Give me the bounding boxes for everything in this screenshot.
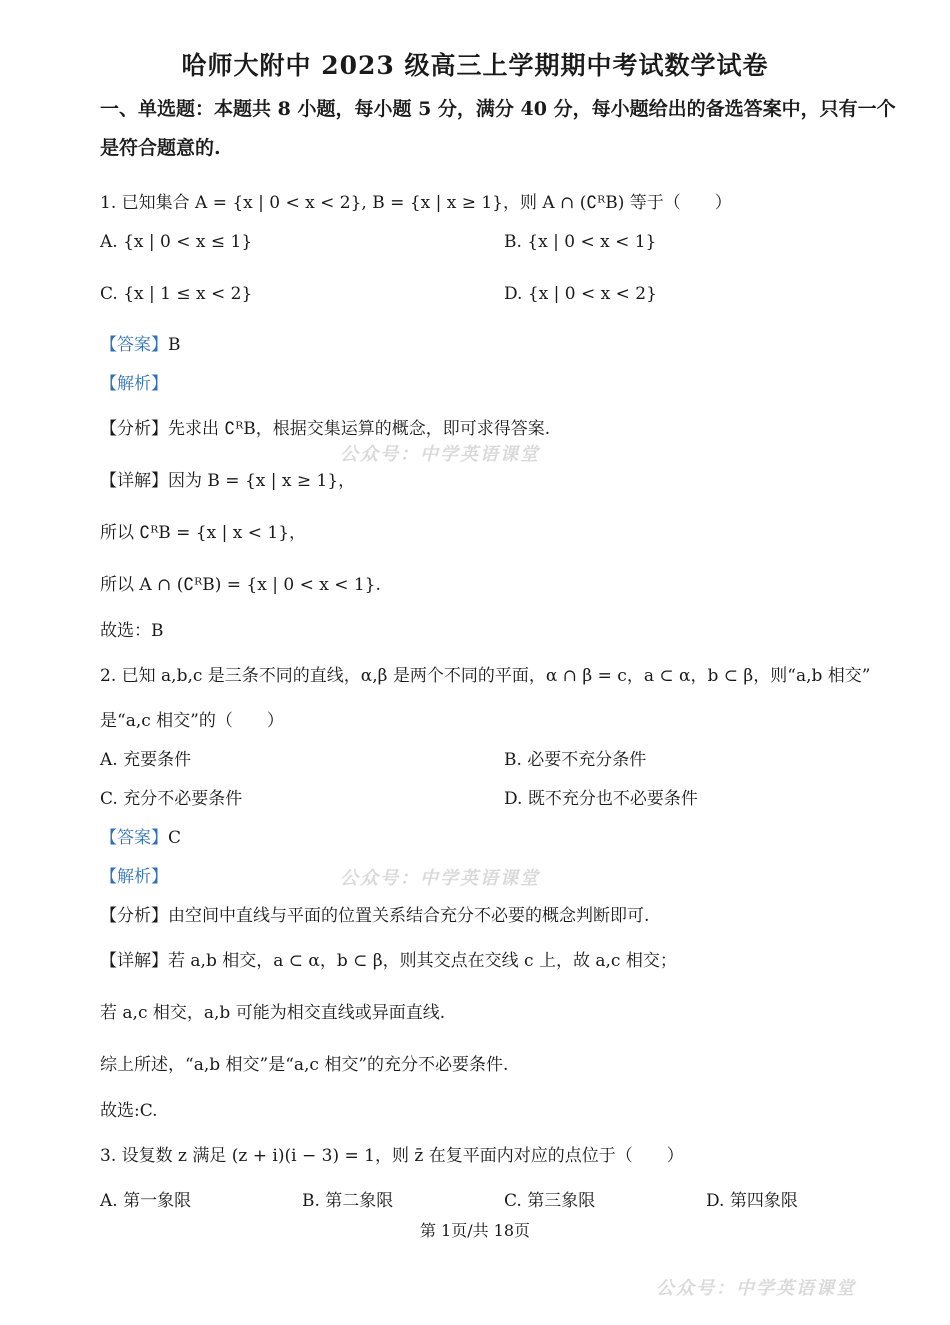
watermark: 公众号：中学英语课堂: [340, 444, 540, 465]
q1-step2: 所以 ∁ᴿB = {x | x < 1}，: [100, 523, 307, 543]
q1-answer-label: 【答案】: [100, 335, 168, 355]
q1-fenxi-label: 【分析】: [100, 419, 168, 439]
q3-option-d: D. 第四象限: [706, 1191, 798, 1211]
q1-xiangjie-label: 【详解】: [100, 471, 168, 491]
q1-xiangjie: 因为 B = {x | x ≥ 1}，: [168, 471, 356, 491]
q2-answer-label: 【答案】: [100, 828, 168, 848]
q1-choose: 故选：B: [100, 621, 164, 641]
q1-option-a: A. {x | 0 < x ≤ 1}: [100, 232, 253, 252]
q1-fenxi: 先求出 ∁ᴿB，根据交集运算的概念，即可求得答案.: [168, 419, 551, 439]
q2-step3: 综上所述，“a,b 相交”是“a,c 相交”的充分不必要条件.: [100, 1055, 509, 1075]
q1-option-d: D. {x | 0 < x < 2}: [504, 284, 657, 304]
q2-xiangjie-label: 【详解】: [100, 951, 168, 971]
q2-fenxi-row: [100, 901, 649, 926]
q1-fenxi-row: [100, 414, 550, 439]
q1-answer-row: [100, 330, 181, 355]
q3-option-b: B. 第二象限: [302, 1191, 394, 1211]
section-heading-line2: 是符合题意的.: [100, 137, 221, 159]
q2-answer-row: [100, 823, 181, 848]
page-footer: 第 1页/共 18页: [419, 1221, 531, 1240]
q1-stem: 1. 已知集合 A = {x | 0 < x < 2}, B = {x | x ≥ 1}，则 A ∩ (∁ᴿB) 等于（ ）: [100, 193, 732, 213]
watermark: 公众号：中学英语课堂: [656, 1278, 856, 1299]
q2-option-a: A. 充要条件: [100, 750, 192, 770]
q2-choose: 故选:C.: [100, 1101, 158, 1121]
q1-xiangjie-row: [100, 466, 355, 491]
q1-option-c: C. {x | 1 ≤ x < 2}: [100, 284, 253, 304]
section-heading-line1: 一、单选题：本题共 8 小题，每小题 5 分，满分 40 分，每小题给出的备选答案中，只有一个: [100, 98, 896, 120]
page-title: 哈师大附中 2023 级高三上学期期中考试数学试卷: [181, 51, 769, 80]
q2-option-b: B. 必要不充分条件: [504, 750, 647, 770]
q1-analysis-label: 【解析】: [100, 374, 168, 394]
q1-answer: B: [168, 335, 181, 355]
q3-option-c: C. 第三象限: [504, 1191, 596, 1211]
q2-option-c: C. 充分不必要条件: [100, 789, 243, 809]
q2-fenxi: 由空间中直线与平面的位置关系结合充分不必要的概念判断即可.: [168, 906, 650, 926]
q2-answer: C: [168, 828, 182, 848]
q2-xiangjie-row: [100, 946, 677, 971]
q2-xiangjie: 若 a,b 相交，a ⊂ α，b ⊂ β，则其交点在交线 c 上，故 a,c 相交；: [168, 951, 677, 971]
q3-stem: 3. 设复数 z 满足 (z + i)(i − 3) = 1，则 z̄ 在复平面内对应的点位于（ ）: [100, 1146, 684, 1166]
q2-option-d: D. 既不充分也不必要条件: [504, 789, 698, 809]
q2-analysis-label: 【解析】: [100, 867, 168, 887]
q1-option-b: B. {x | 0 < x < 1}: [504, 232, 657, 252]
watermark: 公众号：中学英语课堂: [340, 868, 540, 889]
q2-step2: 若 a,c 相交，a,b 可能为相交直线或异面直线.: [100, 1003, 446, 1023]
q2-stem-line2: 是“a,c 相交”的（ ）: [100, 711, 284, 731]
q1-step3: 所以 A ∩ (∁ᴿB) = {x | 0 < x < 1}.: [100, 575, 381, 595]
q2-fenxi-label: 【分析】: [100, 906, 168, 926]
q3-option-a: A. 第一象限: [100, 1191, 192, 1211]
q2-stem-line1: 2. 已知 a,b,c 是三条不同的直线，α,β 是两个不同的平面，α ∩ β = c，a ⊂ α，b ⊂ β，则“a,b 相交”: [100, 666, 871, 686]
